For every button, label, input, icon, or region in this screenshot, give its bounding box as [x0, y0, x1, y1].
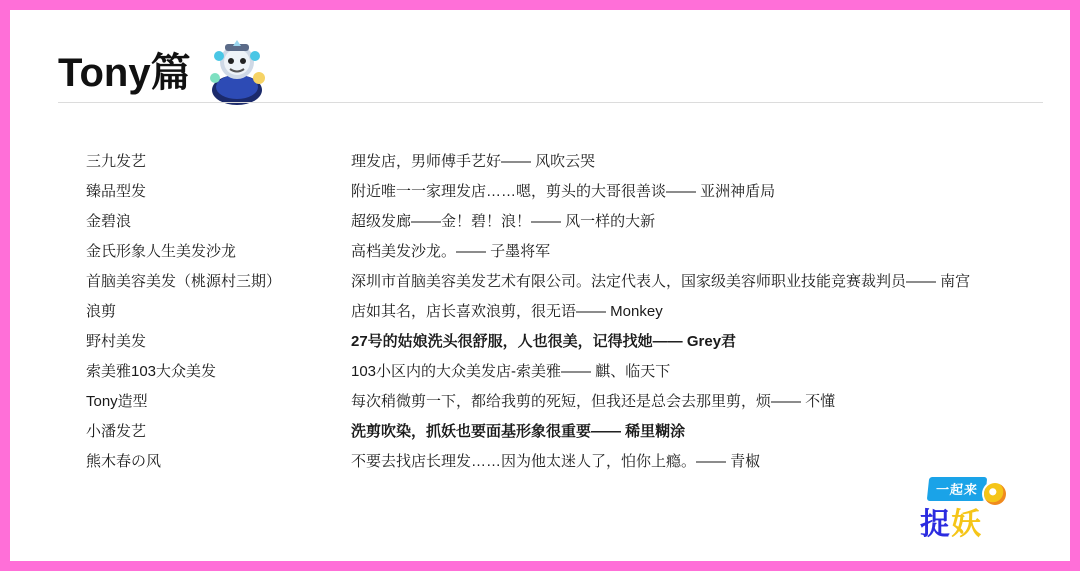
shop-comment: 超级发廊——金！碧！浪！—— 风一样的大新 [351, 213, 656, 230]
shop-name: 金氏形象人生美发沙龙 [86, 243, 237, 260]
shop-comment: 103小区内的大众美发店-索美雅—— 麒、临天下 [351, 363, 671, 380]
swirl-orb-icon [984, 483, 1006, 505]
table-row [86, 240, 1046, 270]
watermark-char-1: 捉 [920, 508, 951, 541]
table-row [86, 390, 1046, 420]
table-row [86, 330, 1046, 360]
table-row [86, 270, 1046, 300]
shop-comment: 洗剪吹染，抓妖也要面基形象很重要—— 稀里糊涂 [351, 423, 686, 440]
shop-name: 浪剪 [86, 303, 117, 320]
shop-comment-list [86, 150, 1046, 480]
table-row [86, 300, 1046, 330]
shop-comment: 深圳市首脑美容美发艺术有限公司。法定代表人，国家级美容师职业技能竞赛裁判员—— 南宫 [351, 273, 971, 290]
shop-comment: 理发店，男师傅手艺好—— 风吹云哭 [351, 153, 596, 170]
watermark-logo [920, 475, 1038, 541]
shop-name: 野村美发 [86, 333, 147, 350]
shop-name: 臻品型发 [86, 183, 147, 200]
watermark-top-text: 一起来 [927, 477, 988, 501]
page-title-row [58, 38, 275, 108]
table-row [86, 180, 1046, 210]
shop-name: 小潘发艺 [86, 423, 147, 440]
mascot-character-icon [199, 32, 275, 108]
table-row [86, 210, 1046, 240]
table-row [86, 360, 1046, 390]
watermark-bottom-text [920, 499, 982, 543]
shop-name: 三九发艺 [86, 153, 147, 170]
table-row [86, 450, 1046, 480]
slide-content [20, 20, 1060, 551]
shop-name: 金碧浪 [86, 213, 132, 230]
shop-comment: 附近唯一一家理发店……嗯，剪头的大哥很善谈—— 亚洲神盾局 [351, 183, 776, 200]
shop-comment: 店如其名，店长喜欢浪剪，很无语—— Monkey [351, 303, 663, 320]
shop-name: 首脑美容美发（桃源村三期） [86, 273, 282, 290]
table-row [86, 150, 1046, 180]
watermark-char-2: 妖 [951, 508, 982, 541]
shop-name: 熊木春の风 [86, 453, 162, 470]
shop-comment: 高档美发沙龙。—— 子墨将军 [351, 243, 551, 260]
shop-comment: 27号的姑娘洗头很舒服，人也很美，记得找她—— Grey君 [351, 333, 737, 350]
shop-comment: 不要去找店长理发……因为他太迷人了，怕你上瘾。—— 青椒 [351, 453, 761, 470]
shop-name: Tony造型 [86, 393, 148, 410]
shop-comment: 每次稍微剪一下，都给我剪的死短，但我还是总会去那里剪，烦—— 不懂 [351, 393, 836, 410]
table-row [86, 420, 1046, 450]
title-divider [58, 102, 1043, 103]
shop-name: 索美雅103大众美发 [86, 363, 217, 380]
page-title: Tony篇 [58, 51, 191, 95]
